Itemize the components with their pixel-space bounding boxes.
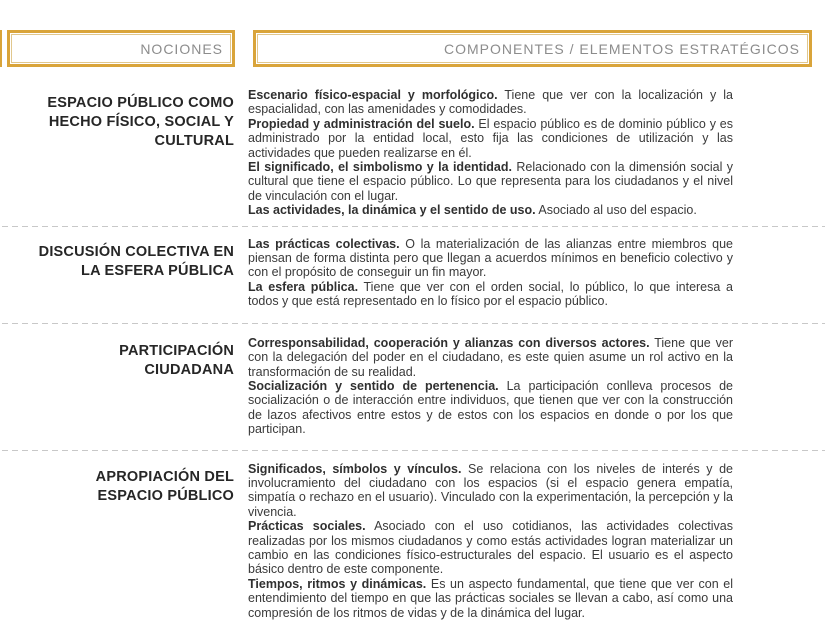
componente-paragraph: La esfera pública. Tiene que ver con el orden social, lo público, lo que interesa a todos y que está representado en lo físico por el espacio público. — [248, 279, 733, 309]
componente-paragraph: Las actividades, la dinámica y el sentido de uso. Asociado al uso del espacio. — [248, 203, 697, 218]
componente-term: La esfera pública. — [248, 279, 359, 294]
header-box-componentes — [253, 30, 812, 67]
table-body — [0, 67, 827, 626]
nocion-title: PARTICIPACIÓN CIUDADANA — [119, 342, 234, 378]
componentes-cell — [248, 336, 733, 437]
header-label-nociones: NOCIONES — [140, 40, 223, 57]
header-label-componentes: COMPONENTES / ELEMENTOS ESTRATÉGICOS — [444, 40, 800, 57]
table-row — [0, 451, 827, 626]
componente-term: Prácticas sociales. — [248, 519, 366, 534]
nocion-title: DISCUSIÓN COLECTIVA EN LA ESFERA PÚBLICA — [38, 243, 234, 279]
componente-paragraph: Tiempos, ritmos y dinámicas. Es un aspecto fundamental, que tiene que ver con el entendimiento del tiempo en que las prácticas sociales se llevan a cabo, así como una compresión de los ritmos de vidas y de la dinámica del lugar. — [248, 576, 733, 620]
componentes-cell — [248, 462, 733, 620]
componentes-cell — [248, 237, 733, 309]
page-edge-gold-mark — [0, 30, 2, 67]
componente-paragraph: El significado, el simbolismo y la identidad. Relacionado con la dimensión social y cultural que tiene el espacio público. Lo que representa para los ciudadanos y el nivel de vinculación con el lugar. — [248, 160, 734, 203]
componente-term: Socialización y sentido de pertenencia. — [248, 378, 499, 393]
componente-paragraph: Las prácticas colectivas. O la materialización de las alianzas entre miembros que piensan de forma distinta pero que llegan a acuerdos mínimos en beneficio colectivo y con el propósito de conseguir un fin mayor. — [248, 236, 733, 280]
componente-term: Las actividades, la dinámica y el sentido de uso. — [248, 203, 536, 218]
componente-term: Propiedad y administración del suelo. — [248, 116, 475, 131]
header-box-nociones — [7, 30, 235, 67]
componente-paragraph: Socialización y sentido de pertenencia. La participación conlleva procesos de socialización o de interacción entre individuos, que tienen que ver con la construcción de lazos afectivos entre estos y de estos con los espacios en donde o por los que participan. — [248, 378, 733, 437]
nocion-title: APROPIACIÓN DEL ESPACIO PÚBLICO — [95, 468, 234, 504]
nocion-title: ESPACIO PÚBLICO COMO HECHO FÍSICO, SOCIAL Y CULTURAL — [47, 95, 234, 149]
table-row — [0, 67, 827, 226]
componente-term: Tiempos, ritmos y dinámicas. — [248, 576, 427, 591]
table-row — [0, 324, 827, 450]
table-row — [0, 227, 827, 323]
componente-paragraph: Corresponsabilidad, cooperación y alianzas con diversos actores. Tiene que ver con la delegación del poder en el ciudadano, es este quien asume un rol activo en la transformación de su realidad. — [248, 335, 733, 379]
componente-term: El significado, el simbolismo y la identidad. — [248, 160, 512, 175]
componente-paragraph: Significados, símbolos y vínculos. Se relaciona con los niveles de interés y de involucramiento del ciudadano con los espacios (si el espacio genera empatía, simpatía o rechazo en el usuario). Vinculado con la experimentación, la percepción y la vivencia. — [248, 461, 733, 519]
table-header — [7, 30, 812, 67]
componente-term: Significados, símbolos y vínculos. — [248, 461, 462, 476]
componente-paragraph: Escenario físico-espacial y morfológico. Tiene que ver con la localización y la espacialidad, con las amenidades y comodidades. — [248, 88, 733, 117]
componente-paragraph: Propiedad y administración del suelo. El espacio público es de dominio público y es administrado por la entidad local, esto fija las condiciones de utilización y las actividades que pueden realizarse en él. — [248, 116, 733, 160]
componentes-cell — [248, 88, 733, 218]
componente-paragraph: Prácticas sociales. Asociado con el uso cotidianos, las actividades colectivas realizadas por los mismos ciudadanos y como estás actividades logran materializar un cambio en las condiciones físico-estructurales del espacio. El usuario es el aspecto básico dentro de este componente. — [248, 519, 733, 577]
componente-term: Corresponsabilidad, cooperación y alianzas con diversos actores. — [248, 335, 650, 350]
componente-term: Las prácticas colectivas. — [248, 236, 400, 251]
componente-term: Escenario físico-espacial y morfológico. — [248, 88, 498, 102]
